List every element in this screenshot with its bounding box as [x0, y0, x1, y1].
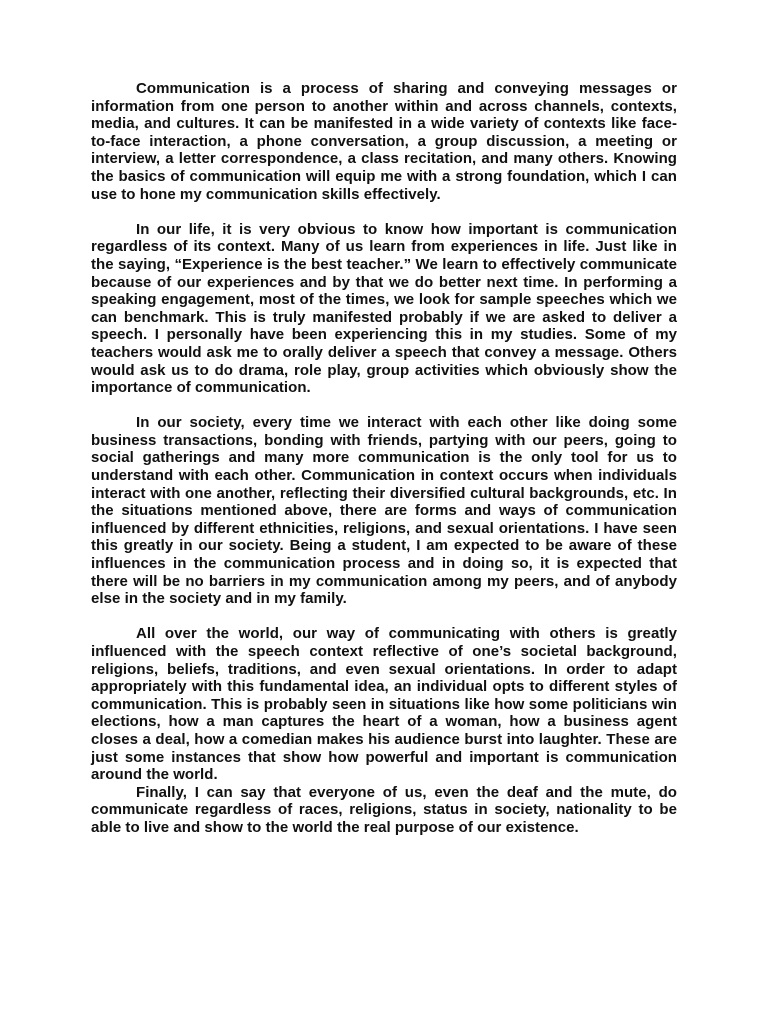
paragraph-2: In our life, it is very obvious to know how important is communication regardless of its context. Many of us learn from experiences in life. Just like in the saying, “Experience is the best teacher.” We learn to effectively communicate because of our experiences and by that we do better next time. In performing a speaking engagement, most of the times, we look for sample speeches which we can benchmark. This is truly manifested probably if we are asked to deliver a speech. I personally have been experiencing this in my studies. Some of my teachers would ask me to orally deliver a speech that convey a message. Others would ask us to do drama, role play, group activities which obviously show the importance of communication.: [91, 220, 677, 397]
paragraph-3: In our society, every time we interact with each other like doing some business transactions, bonding with friends, partying with our peers, going to social gatherings and many more communication is the only tool for us to understand with each other. Communication in context occurs when individuals interact with one another, reflecting their diversified cultural backgrounds, etc. In the situations mentioned above, there are forms and ways of communication influenced by different ethnicities, religions, and sexual orientations. I have seen this greatly in our society. Being a student, I am expected to be aware of these influences in the communication process and in doing so, it is expected that there will be no barriers in my communication among my peers, and of anybody else in the society and in my family.: [91, 414, 677, 608]
document-body: [91, 80, 677, 837]
paragraph-1: Communication is a process of sharing and conveying messages or information from one person to another within and across channels, contexts, media, and cultures. It can be manifested in a wide variety of contexts like face-to-face interaction, a phone conversation, a group discussion, a meeting or interview, a letter correspondence, a class recitation, and many others. Knowing the basics of communication will equip me with a strong foundation, which I can use to hone my communication skills effectively.: [91, 80, 677, 203]
paragraph-5: Finally, I can say that everyone of us, even the deaf and the mute, do communicate regardless of races, religions, status in society, nationality to be able to live and show to the world the real purpose of our existence.: [91, 783, 677, 836]
paragraph-4: All over the world, our way of communicating with others is greatly influenced with the speech context reflective of one’s societal background, religions, beliefs, traditions, and even sexual orientations. In order to adapt appropriately with this fundamental idea, an individual opts to different styles of communication. This is probably seen in situations like how some politicians win elections, how a man captures the heart of a woman, how a business agent closes a deal, how a comedian makes his audience burst into laughter. These are just some instances that show how powerful and important is communication around the world.: [91, 625, 677, 784]
